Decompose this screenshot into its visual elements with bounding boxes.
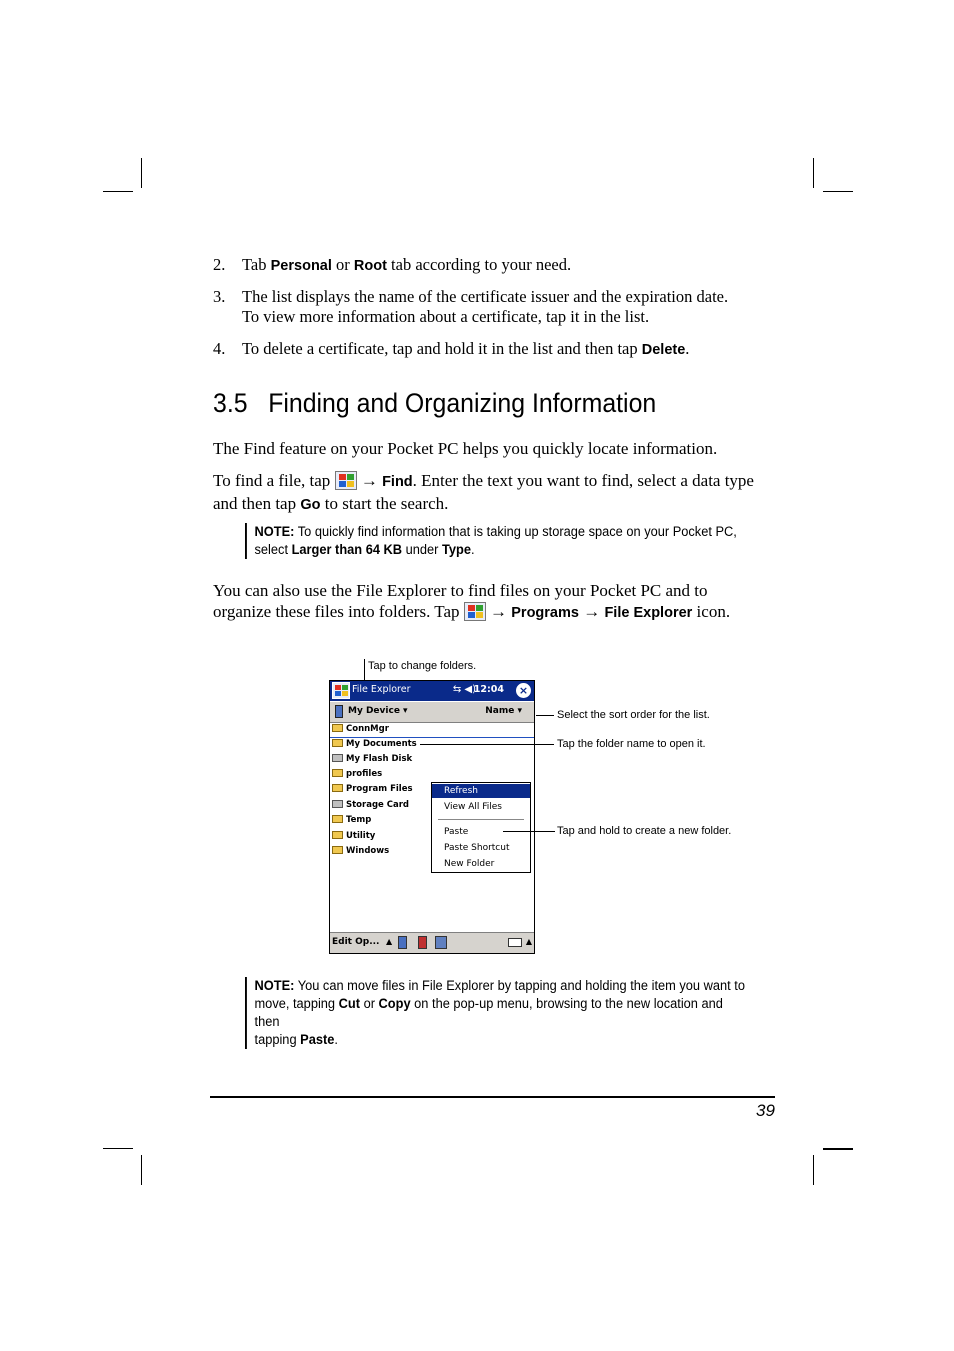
section-number: 3.5 [213,388,248,418]
paragraph-find [213,470,783,516]
note-find [245,523,749,559]
folder-icon [332,769,343,777]
start-icon [464,602,486,621]
programs-label: Programs [511,605,579,621]
folder-name: My Documents [346,739,417,749]
go-label: Go [300,497,321,513]
close-icon[interactable]: × [516,683,531,698]
list-item[interactable] [332,846,389,860]
folder-icon [332,724,343,732]
text: . [685,339,690,358]
location-dropdown[interactable]: My Device ▾ [348,706,408,716]
menu-item-paste[interactable]: Paste [444,827,469,837]
list-item[interactable] [332,784,413,798]
file-explorer-screenshot [329,680,535,954]
storage-card-icon [332,800,343,808]
callout-sort-order: Select the sort order for the list. [557,709,710,721]
step-number: 3. [213,287,226,306]
file-explorer-label: File Explorer [604,605,693,621]
copy-label: Copy [378,996,411,1011]
paragraph-intro: The Find feature on your Pocket PC helps you quickly locate information. [213,439,718,458]
step-text [242,339,782,360]
text: Tab [242,255,271,274]
text: icon. [692,602,731,621]
list-item[interactable] [332,724,389,738]
title-bar [330,681,534,701]
root-tab-label: Root [353,258,387,274]
device-icon[interactable] [398,936,407,949]
text: organize these files into folders. Tap [213,602,464,621]
arrow-icon: → [583,602,601,621]
start-icon [335,471,357,490]
device-icon [335,705,343,718]
paragraph-explorer [213,580,783,624]
text: or [331,255,354,274]
folder-name: Temp [346,815,372,825]
menu-item-paste-shortcut[interactable]: Paste Shortcut [444,843,510,853]
storage-card-icon[interactable] [418,936,427,949]
folder-name: Windows [346,846,390,856]
crop-mark [141,158,142,188]
step-text [242,287,782,327]
folder-icon [332,739,343,747]
step-number: 4. [213,339,226,358]
folder-name: Storage Card [346,800,410,810]
text: on the pop-up menu, browsing to the new location and then [254,996,723,1029]
text: under [402,542,442,557]
section-heading [213,388,656,419]
cut-label: Cut [338,996,361,1011]
arrow-icon: → [360,471,378,490]
folder-name: Utility [346,831,376,841]
delete-label: Delete [641,342,686,358]
folder-icon [332,831,343,839]
note-label: NOTE: [254,524,295,539]
note-move-files [245,977,749,1049]
list-item[interactable] [332,831,375,845]
folder-icon [332,846,343,854]
menu-item-refresh[interactable]: Refresh [432,784,530,798]
text: To view more information about a certificate, tap it in the list. [242,307,650,326]
list-item[interactable] [332,739,417,753]
text: tapping [254,1032,301,1047]
speaker-icon[interactable]: ⇆ ◀) [452,684,476,695]
text: . [334,1032,338,1047]
step-number: 2. [213,255,226,274]
list-item[interactable] [332,800,409,814]
sort-dropdown[interactable]: Name ▾ [485,706,522,716]
menu-separator [438,819,524,820]
text: to start the search. [320,494,449,513]
crop-mark [813,1155,814,1185]
crop-mark [103,1148,133,1149]
text: You can move files in File Explorer by tapping and holding the item you want to [294,978,745,993]
list-item[interactable] [332,815,371,829]
find-label: Find [382,474,413,490]
callout-change-folders: Tap to change folders. [368,660,477,672]
callout-open-folder: Tap the folder name to open it. [557,738,706,750]
menu-item-view-all-files[interactable]: View All Files [444,802,502,812]
callout-line [503,831,555,832]
text: The list displays the name of the certificate issuer and the expiration date. [242,287,729,306]
text: or [360,996,379,1011]
text: move, tapping [254,996,339,1011]
location-label: My Device [348,706,400,716]
text: To quickly find information that is taking up storage space on your Pocket PC, [294,524,737,539]
callout-line [536,715,554,716]
text: . Enter the text you want to find, select a data type [412,471,754,490]
window-title: File Explorer [352,684,411,695]
note-label: NOTE: [254,978,295,993]
section-title: Finding and Organizing Information [268,388,657,418]
divider [330,737,534,738]
crop-mark [823,191,853,192]
menu-item-new-folder[interactable]: New Folder [444,859,495,869]
start-icon[interactable] [332,682,350,699]
clock[interactable]: 12:04 [473,684,504,695]
crop-mark [141,1155,142,1185]
crop-mark [813,158,814,188]
arrow-icon: → [490,602,507,621]
folder-icon [332,784,343,792]
footer-rule [210,1096,775,1098]
list-item[interactable] [332,754,412,768]
text: tab according to your need. [386,255,572,274]
network-icon[interactable] [435,936,447,949]
personal-tab-label: Personal [270,258,332,274]
crop-mark [103,191,133,192]
size-option: Larger than 64 KB [291,542,403,557]
command-bar [330,932,534,953]
chevron-up-icon[interactable]: ▲ [386,937,393,946]
flash-disk-icon [332,754,343,762]
page-number: 39 [756,1101,775,1120]
keyboard-icon[interactable] [508,938,522,947]
text: . [470,542,475,557]
folder-icon [332,815,343,823]
context-menu [431,782,531,873]
edit-open-menu[interactable]: Edit Op... [332,937,380,947]
step-text [242,255,782,276]
list-item[interactable] [332,769,382,783]
text: and then tap [213,494,301,513]
sort-label: Name [485,706,515,716]
paste-label: Paste [300,1032,335,1047]
type-label: Type [441,542,471,557]
folder-bar [330,702,534,723]
callout-line [420,744,554,745]
folder-name: profiles [346,769,383,779]
text: To delete a certificate, tap and hold it in the list and then tap [242,339,642,358]
folder-name: Program Files [346,784,413,794]
text: You can also use the File Explorer to find files on your Pocket PC and to [213,581,708,600]
text: To find a file, tap [213,471,335,490]
folder-name: My Flash Disk [346,754,413,764]
folder-name: ConnMgr [346,724,389,734]
crop-mark [823,1148,853,1150]
callout-new-folder: Tap and hold to create a new folder. [557,825,732,837]
chevron-up-icon[interactable]: ▲ [525,937,532,946]
text: select [254,542,292,557]
